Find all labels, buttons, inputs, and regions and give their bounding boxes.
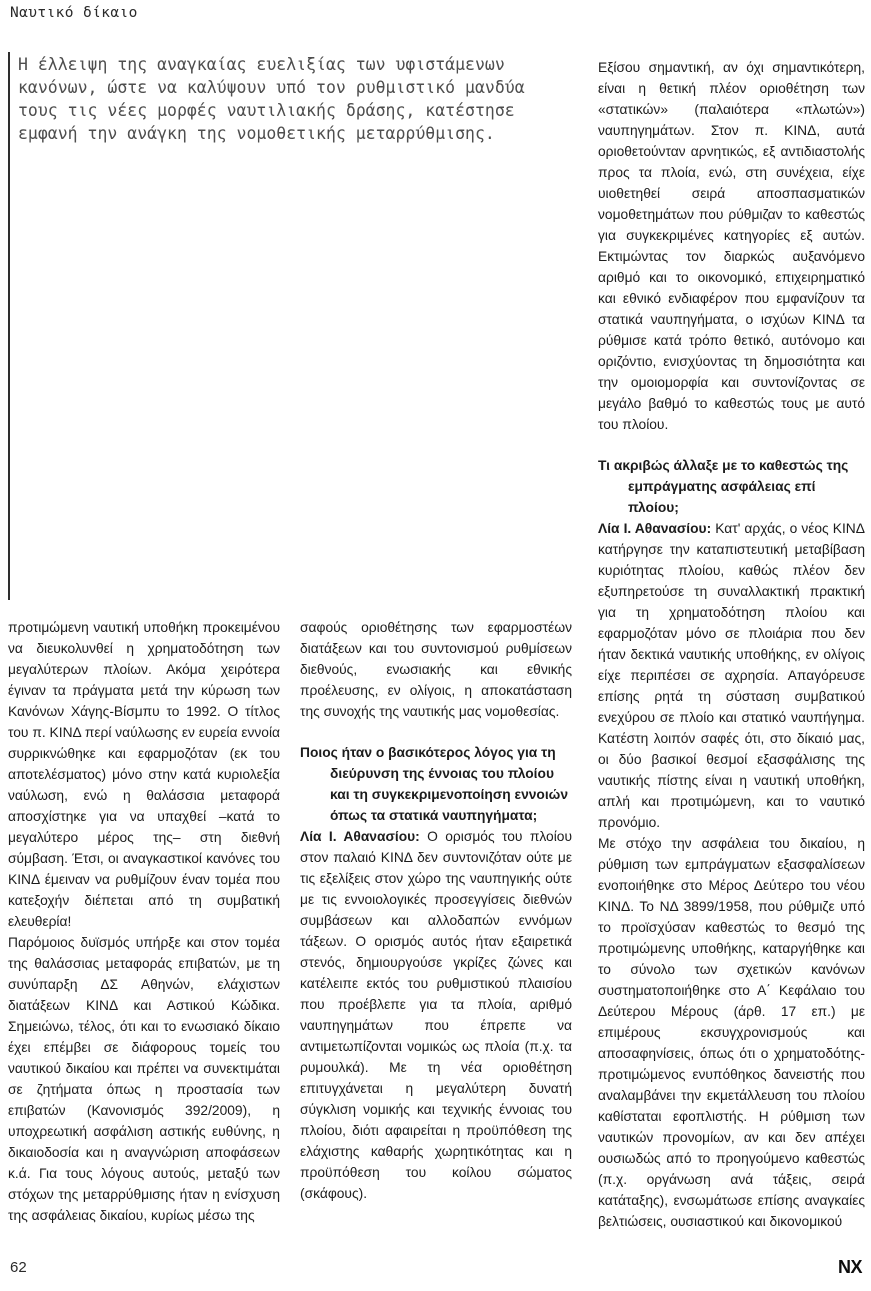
body-paragraph: Εξίσου σημαντική, αν όχι σημαντικότερη, είναι η θετική πλέον οριοθέτηση των «στατικών» (παλαιότερα «πλωτών») ναυπηγημάτων. Στον π. ΚΙΝΔ, αυτά οριοθετούνταν αρνητικώς, εξ αντιδιαστολής προς τα πλοία, ενώ, στη συνέχεια, είχε υιοθετηθεί σειρά αποσπασματικών νομοθετημάτων που ρύθμιζαν το καθεστώς για συγκεκριμένες κατηγορίες εξ αυτών. Εκτιμώντας τον διαρκώς αυξανόμενο αριθμό και το οικονομικό, επιχειρηματικό και εθνικό ενδιαφέρον που εμφανίζουν τα στατικά ναυπηγήματα, ο ισχύων ΚΙΝΔ τα ρύθμισε κατά τρόπο θετικό, αυτόνομο και οριζόντιο, ενισχύοντας τη δημοσιότητα και την ομοιομορφία και συντονίζοντας σε μεγάλο βαθμό το καθεστώς τους με αυτό του πλοίου. [598, 60, 865, 432]
column-middle [300, 617, 572, 1257]
body-paragraph: σαφούς οριοθέτησης των εφαρμοστέων διατάξεων και του συντονισμού ρυθμίσεων διεθνούς, ενωσιακής και εθνικής προέλευσης, εν ολίγοις, η αποκατάσταση της συνοχής της ναυτικής μας νομοθεσίας. [300, 620, 572, 719]
page-number: 62 [10, 1259, 27, 1276]
publisher-logo: NX [837, 1257, 862, 1277]
answer-paragraph: Με στόχο την ασφάλεια του δικαίου, η ρύθμιση των εμπράγματων εξασφαλίσεων ενοποιήθηκε στο Μέρος Δεύτερο του νέου ΚΙΝΔ. Το ΝΔ 3899/1958, που ρύθμιζε υπό το προϊσχύσαν καθεστώς το θεσμό της προτιμώμενης υποθήκης, καταργήθηκε και το σύνολο των σχετικών κανόνων συστηματοποιήθηκε στο Α΄ Κεφάλαιο του Δεύτερου Μέρους (άρθ. 17 επ.) με επιμέρους εκσυγχρονισμούς και αποσαφηνίσεις, όπως ότι ο χρηματοδότης-προτιμώμενος ενυπόθηκος δανειστής που αναλαμβάνει την εκμετάλλευση του πλοίου καθίσταται εφοπλιστής. Η ρύθμιση των ναυτικών προνομίων, αν και δεν απέχει ουσιωδώς από το προηγούμενο καθεστώς (π.χ. οργάνωση ανά τάξεις, σειρά κατάταξης), ενσωμάτωσε επίσης αναγκαίες βελτιώσεις, ουσιαστικού και δικονομικού [598, 836, 865, 1229]
speaker-name: Λία Ι. Αθανασίου: [300, 829, 420, 844]
speaker-name: Λία Ι. Αθανασίου: [598, 521, 712, 536]
body-paragraph: προτιμώμενη ναυτική υποθήκη προκειμένου να διευκολυνθεί η χρηματοδότηση των μεγαλύτερων πλοίων. Ακόμα χειρότερα έγιναν τα πράγματα μετά την κύρωση των Κανόνων Χάγης-Βίσμπυ το 1992. Ο τίτλος του π. ΚΙΝΔ περί ναύλωσης εν ευρεία εννοία συρρικνώθηκε και εφαρμοζόταν (εκ του αποτελέσματος) μόνο στην κατά κυριολεξία ναύλωση, ενώ η θαλάσσια μεταφορά αποσχίστηκε για να υπαχθεί –κατά το μεγαλύτερο μέρος της– στη διεθνή σύμβαση. Έτσι, οι αναγκαστικοί κανόνες του ΚΙΝΔ έμειναν να ρυθμίζουν έναν τομέα που κατεξοχήν διέπεται από τη συμβατική ελευθερία! [8, 620, 280, 929]
question-heading: Ποιος ήταν ο βασικότερος λόγος για τη διεύρυνση της έννοιας του πλοίου και τη συγκεκριμενοποίηση εννοιών όπως τα στατικά ναυπηγήματα; [300, 745, 569, 823]
answer-paragraph [598, 518, 865, 833]
column-right [598, 57, 865, 1255]
body-paragraph: Παρόμοιος δυϊσμός υπήρξε και στον τομέα της θαλάσσιας μεταφοράς επιβατών, με τη συνύπαρξη ΔΣ Αθηνών, ελάχιστων διατάξεων ΚΙΝΔ και Αστικού Κώδικα. Σημειώνω, τέλος, ότι και το ενωσιακό δίκαιο έχει επέμβει σε διάφορους τομείς του ναυτικού δικαίου και πρέπει να συνεκτιμάται σε ζητήματα όπως η προστασία των επιβατών (Κανονισμός 392/2009), η υποχρεωτική ασφάλιση αστικής ευθύνης, η δικαιοδοσία και η αναγνώριση αποφάσεων κ.ά. Για τους λόγους αυτούς, μεταξύ των στόχων της μεταρρύθμισης ήταν η ενίσχυση της ασφάλειας δικαίου, κυρίως μέσω της [8, 935, 280, 1223]
vertical-rule [8, 52, 10, 600]
answer-paragraph [300, 826, 572, 1204]
answer-text: Ο ορισμός του πλοίου στον παλαιό ΚΙΝΔ δεν συντονιζόταν ούτε με τις εξελίξεις στον χώρο της ναυπηγικής ούτε με τις εννοιολογικές προσεγγίσεις διεθνών συμβάσεων και αλλοδαπών εννόμων τάξεων. Ο ορισμός αυτός ήταν εξαιρετικά στενός, δημιουργούσε γκρίζες ζώνες και κατέλειπε εκτός του ρυθμιστικού πλαισίου που προέβλεπε για τα πλοία, αριθμό ναυπηγημάτων που έπρεπε να αντιμετωπίζονται νομικώς ως πλοία (π.χ. τα ρυμουλκά). Με τη νέα οριοθέτηση επιτυγχάνεται η μεγαλύτερη δυνατή σύγκλιση νομικής και τεχνικής έννοιας του πλοίου, διότι αφαιρείται η προϋπόθεση της ελάχιστης καθαρής χωρητικότητας και η προϋπόθεση του κοίλου σώματος (σκάφους). [300, 829, 572, 1201]
question-heading: Τι ακριβώς άλλαξε με το καθεστώς της εμπράγματης ασφάλειας επί πλοίου; [598, 458, 849, 515]
section-title: Ναυτικό δίκαιο [10, 5, 138, 21]
column-left [8, 617, 280, 1257]
answer-text: Κατ' αρχάς, ο νέος ΚΙΝΔ κατήργησε την καταπιστευτική μεταβίβαση κυριότητας πλοίου, καθώς πλέον δεν εξυπηρετούσε τη συναλλακτική πρακτική για τη χρηματοδότηση πλοίου και εφαρμοζόταν μόνο σε πλοιάρια που δεν ήταν δεκτικά ναυτικής υποθήκης, εν ολίγοις είχε περιπέσει σε αχρησία. Απαγόρευσε επίσης ρητά τη σύσταση συμβατικού ενεχύρου σε πλοίο και στατικό ναυπήγημα. Κατέστη λοιπόν σαφές ότι, στο δίκαιό μας, οι δύο βασικοί θεσμοί εξασφάλισης της ναυτικής πίστης είναι η ναυτική υποθήκη, απλή και προτιμώμενη, και το ναυτικό προνόμιο. [598, 521, 865, 830]
pull-quote: Η έλλειψη της αναγκαίας ευελιξίας των υφιστάμενων κανόνων, ώστε να καλύψουν υπό τον ρυθμιστικό μανδύα τους τις νέες μορφές ναυτιλιακής δράσης, κατέστησε εμφανή την ανάγκη της νομοθετικής μεταρρύθμισης. [18, 55, 525, 143]
